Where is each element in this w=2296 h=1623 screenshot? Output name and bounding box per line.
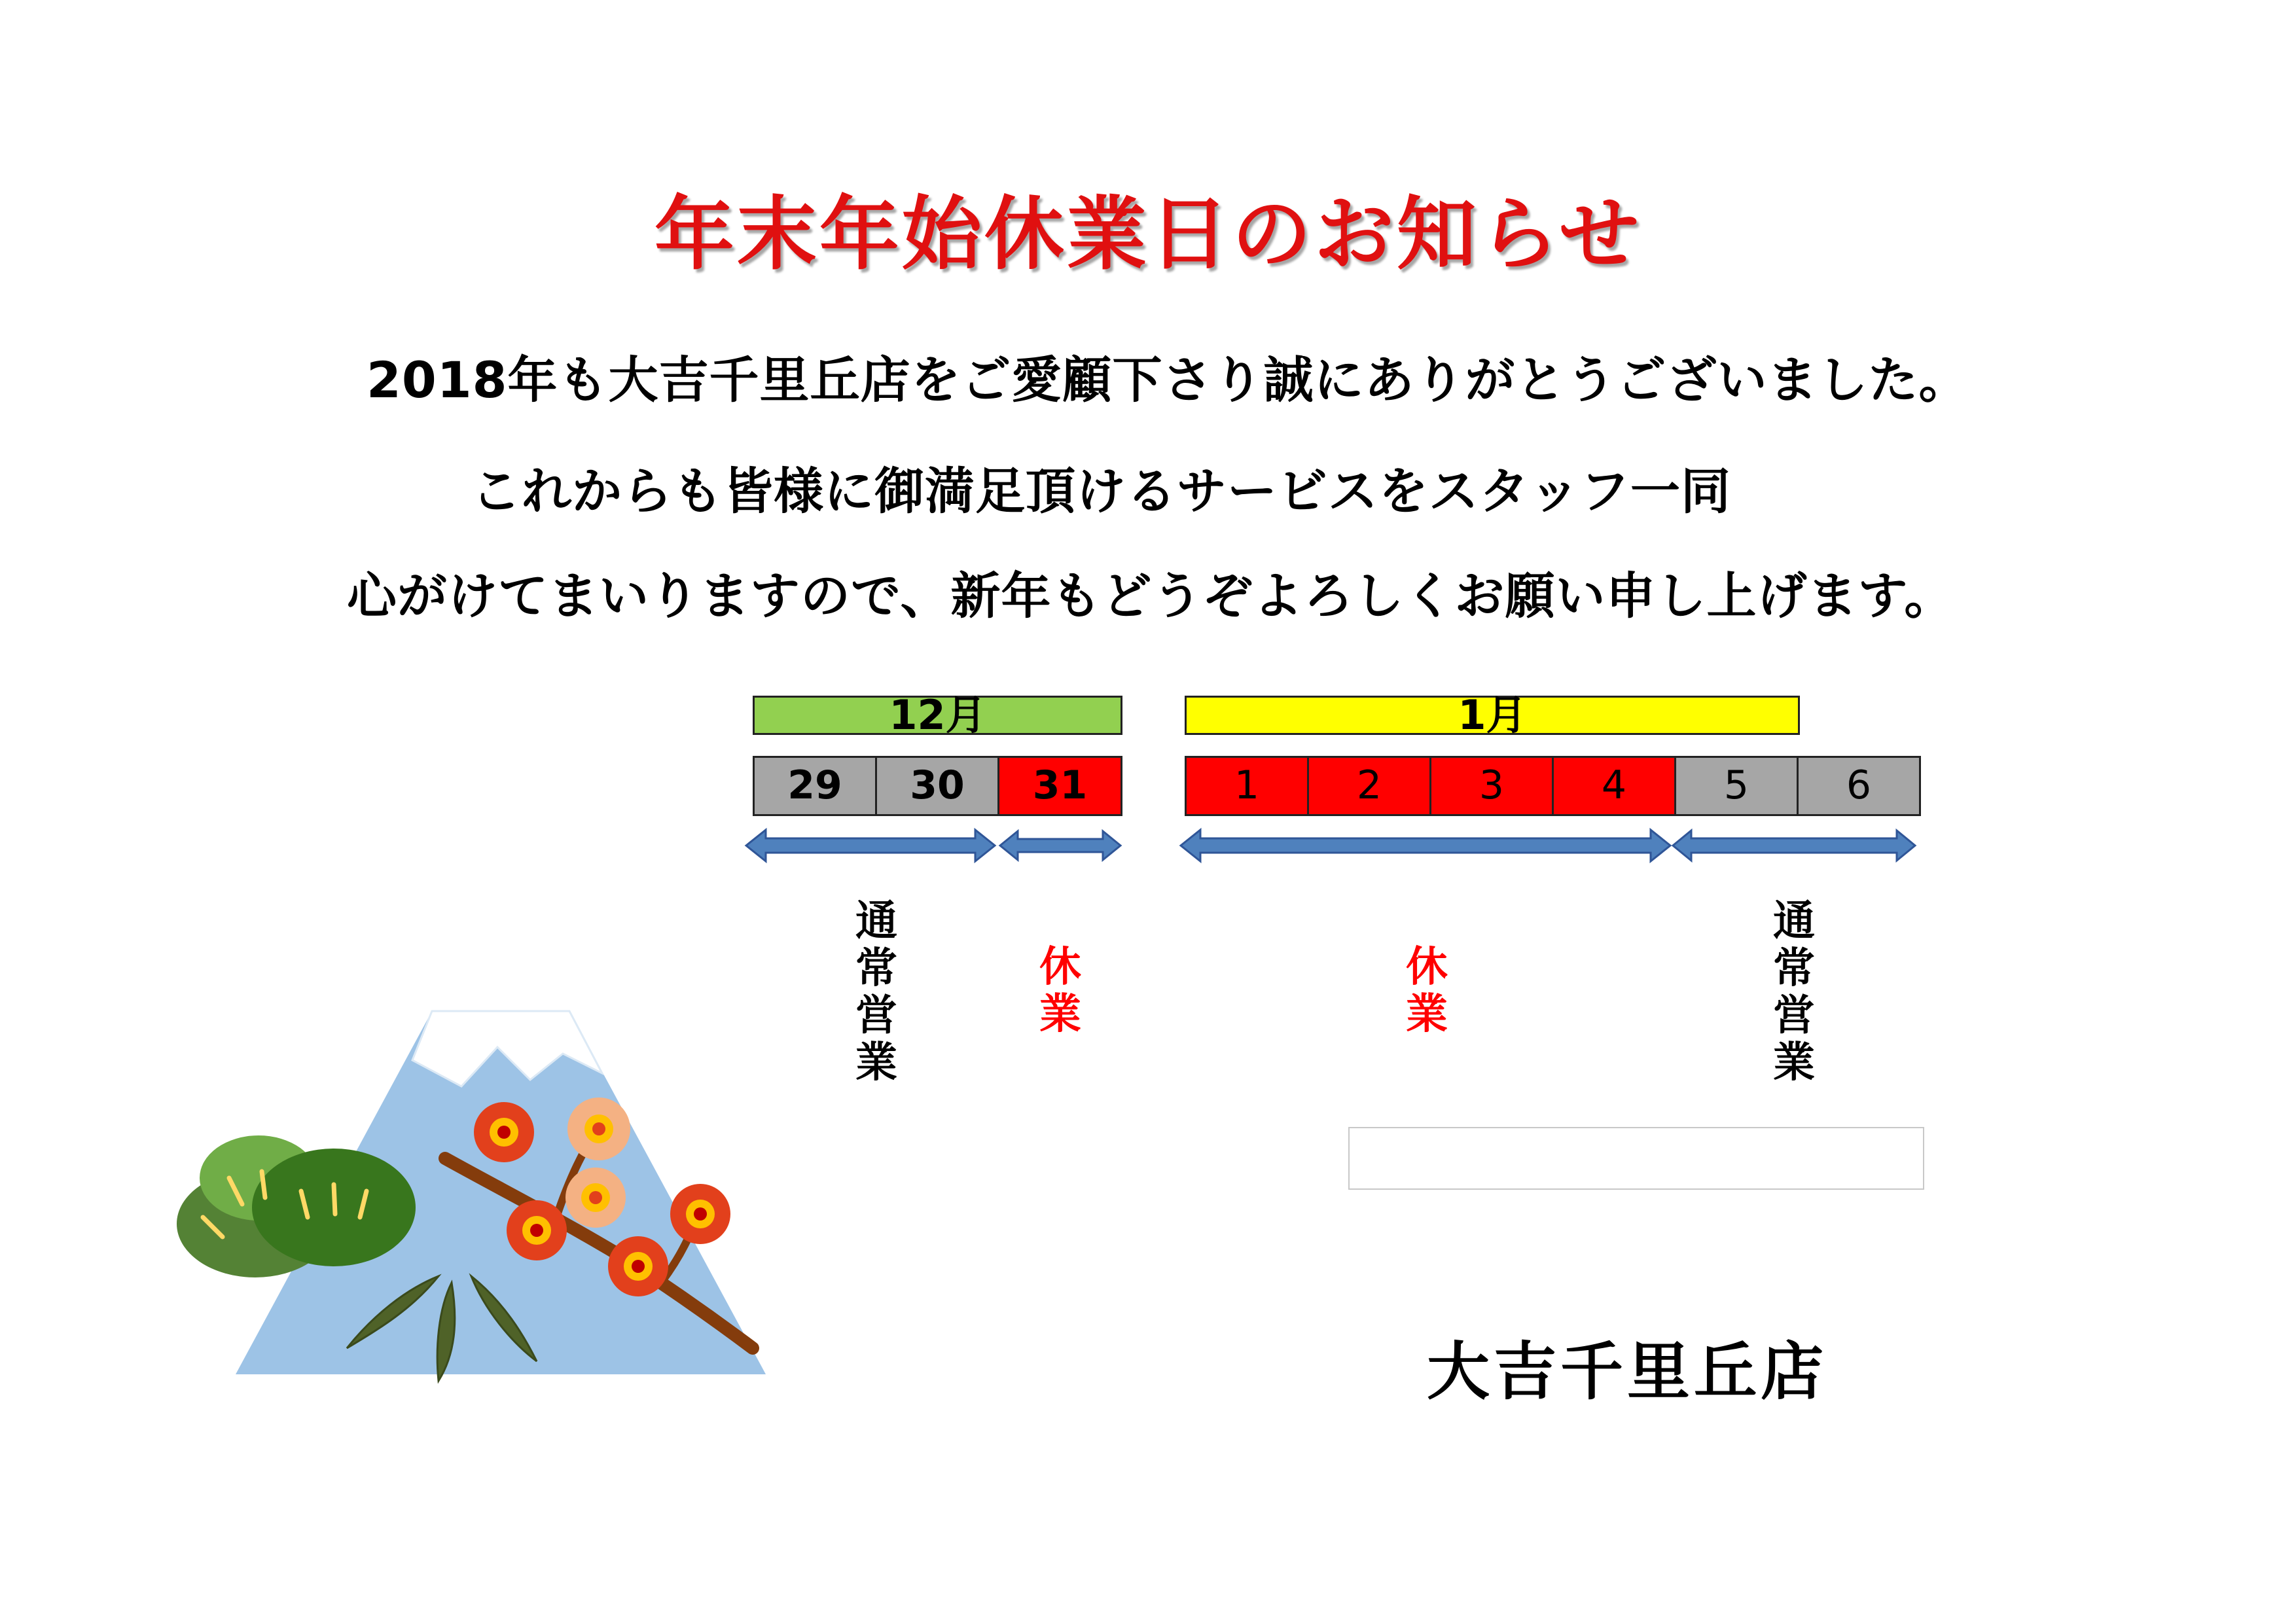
label-char: 常 [1773, 944, 1815, 993]
label-char: 営 [855, 991, 897, 1040]
arrow-closed-jan [1181, 830, 1670, 861]
month-bar-january: 1月 [1185, 696, 1800, 735]
day-cell-jan-5: 5 [1674, 756, 1799, 816]
day-cell-jan-1: 1 [1185, 756, 1309, 816]
message-line-1: 2018年も大吉千里丘店をご愛顧下さり誠にありがとうございました。 [367, 351, 1969, 409]
day-cell-dec-31: 31 [997, 756, 1122, 816]
label-char: 営 [1773, 991, 1815, 1040]
day-cell-dec-30: 30 [875, 756, 999, 816]
day-cell-jan-3: 3 [1429, 756, 1554, 816]
arrow-open-before [746, 830, 995, 861]
label-char: 業 [1773, 1039, 1815, 1087]
arrow-closed-dec [1000, 831, 1121, 860]
shop-name: 大吉千里丘店 [1427, 1335, 1827, 1408]
label-char: 常 [855, 944, 897, 993]
label-open-before [853, 898, 900, 1086]
month-bar-december: 12月 [753, 696, 1122, 735]
label-char: 休 [1039, 943, 1081, 991]
message-line-3: 心がけてまいりますので、新年もどうぞよろしくお願い申し上げます。 [347, 567, 1955, 625]
day-cell-jan-2: 2 [1307, 756, 1431, 816]
day-cell-jan-6: 6 [1797, 756, 1921, 816]
empty-text-box [1348, 1127, 1924, 1190]
arrow-open-after [1673, 830, 1915, 861]
label-char: 業 [855, 1039, 897, 1087]
label-char: 通 [1773, 897, 1815, 946]
label-open-after [1770, 898, 1818, 1086]
label-closed-jan [1403, 944, 1450, 1038]
day-cell-dec-29: 29 [753, 756, 877, 816]
message-line-2: これからも皆様に御満足頂けるサービスをスタッフ一同 [471, 462, 1731, 520]
page-title: 年末年始休業日のお知らせ [654, 188, 1642, 281]
new-year-illustration [164, 982, 766, 1400]
day-cell-jan-4: 4 [1552, 756, 1676, 816]
label-char: 業 [1039, 990, 1081, 1039]
label-char: 通 [855, 897, 897, 946]
label-char: 休 [1406, 943, 1448, 991]
label-closed-dec [1037, 944, 1084, 1038]
label-char: 業 [1406, 990, 1448, 1039]
